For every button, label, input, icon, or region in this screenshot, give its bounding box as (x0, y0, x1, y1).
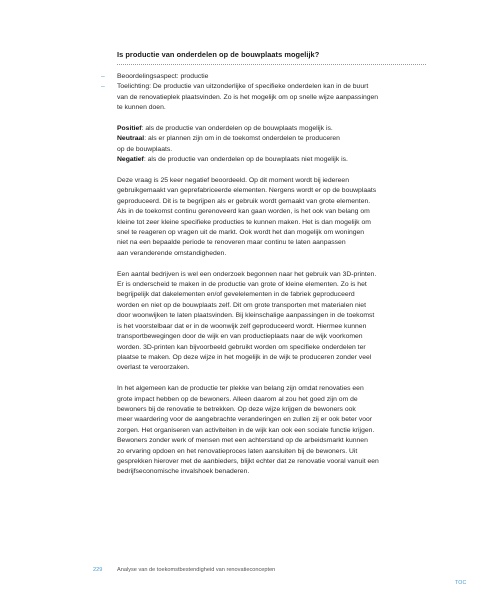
text-line: Deze vraag is 25 keer negatief beoordeeld. Op dit moment wordt bij iedereen (117, 177, 349, 185)
bullet-item (101, 72, 428, 82)
positief-text: : als de productie van onderdelen op de bouwplaats mogelijk is. (141, 125, 333, 133)
text-line: plaatse te maken. Op deze wijze in het mogelijk in de wijk te produceren zonder veel (117, 353, 372, 361)
text-line: is het voorstelbaar dat er in de woonwijk zelf geproduceerd wordt. Hiermee kunnen (117, 322, 367, 330)
dash-bullet-icon: – (101, 83, 105, 91)
body-text (101, 72, 428, 478)
text-line: bedrijfseconomische invalshoek benaderen. (117, 468, 250, 476)
dash-bullet-icon: – (101, 73, 105, 80)
page-number: 229 (93, 567, 103, 573)
running-title: Analyse van de toekomstbestendigheid van renovatieconcepten (117, 567, 276, 573)
negatief-text: : als de productie van onderdelen op de bouwplaats niet mogelijk is. (143, 156, 348, 164)
text-line: worden. 3D-printen kan bijvoorbeeld gebruikt worden om specifieke onderdelen ter (117, 343, 366, 351)
text-line: worden en niet op de bouwplaats zelf. Dit om grote transporten met materialen niet (117, 301, 366, 309)
paragraph-2 (117, 270, 428, 374)
paragraph-3 (117, 384, 428, 478)
dotted-divider (117, 64, 426, 65)
text-line: meer waardering voor de aangebrachte veranderingen en zullen zij er ook beter voor (117, 416, 373, 424)
bullet-item (101, 82, 428, 92)
bullet-continuation: te kunnen doen. (117, 104, 166, 112)
scale-neutraal (117, 134, 428, 144)
text-line: zorgen. Het organiseren van activiteiten in de wijk kan ook een sociale functie krijgen. (117, 426, 375, 434)
text-line: niet na een bepaalde periode te renoveren maar continu te laten aanpassen (117, 239, 346, 247)
toc-link[interactable]: TOC (455, 580, 467, 586)
text-line: gebruikgemaakt van geprefabriceerde elementen. Nergens wordt er op de bouwplaats (117, 187, 377, 195)
text-line: Er is onderscheid te maken in de productie van grote of kleine elementen. Zo is het (117, 281, 367, 289)
bullet-text: Beoordelingsaspect: productie (117, 73, 209, 80)
scale-negatief (117, 155, 428, 165)
text-line: geproduceerd. Dit is te begrijpen als er gebruik wordt gemaakt van grote elementen. (117, 197, 371, 205)
bullet-continuation: van de renovatieplek plaatsvinden. Zo is het mogelijk om op snelle wijze aanpassingen (117, 93, 379, 101)
text-line: Een aantal bedrijven is wel een onderzoek begonnen naar het gebruik van 3D-printen. (117, 270, 377, 278)
scale-positief (117, 124, 428, 134)
text-line: bewoners bij de renovatie te betrekken. Op deze wijze krijgen de bewoners ook (117, 405, 356, 413)
text-line: grote impact hebben op de bewoners. Alleen daarom al zou het goed zijn om de (117, 395, 358, 403)
text-line: In het algemeen kan de productie ter plekke van belang zijn omdat renovaties een (117, 385, 364, 393)
text-line: door woonwijken te laten plaatsvinden. Bij kleinschalige aanpassingen in de toekomst (117, 312, 375, 320)
scale-neutraal-continuation: op de bouwplaats. (117, 145, 173, 153)
text-line: Als in de toekomst continu gerenoveerd kan gaan worden, is het ook van belang om (117, 208, 370, 216)
neutraal-text: : als er plannen zijn om in de toekomst onderdelen te produceren (144, 135, 340, 143)
text-line: zo ervaring opdoen en het renovatieproces laten aansluiten bij de bewoners. Uit (117, 447, 358, 455)
text-line: overlast te veroorzaken. (117, 364, 190, 372)
section-heading: Is productie van onderdelen op de bouwplaats mogelijk? (117, 50, 320, 59)
negatief-label: Negatief (117, 156, 144, 164)
text-line: transportbewegingen door de wijk en van productieplaats naar de wijk voorkomen (117, 333, 363, 341)
text-line: gesprekken hierover met de aanbieders, blijkt echter dat ze renovatie vooral vanuit een (117, 457, 379, 465)
text-line: kleine tot zeer kleine specifieke producties te kunnen maken. Het is dan mogelijk om (117, 218, 371, 226)
text-line: begrijpelijk dat dakelementen en/of gevelelementen in de fabriek geproduceerd (117, 291, 355, 299)
bullet-text: Toelichting: De productie van uitzonderlijke of specifieke onderdelen kan in de buurt (117, 83, 369, 91)
neutraal-label: Neutraal (117, 135, 145, 143)
positief-label: Positief (117, 125, 142, 133)
paragraph-1 (117, 176, 428, 259)
text-line: aan veranderende omstandigheden. (117, 249, 227, 257)
text-line: snel te reageren op vragen uit de markt. Ook wordt het dan mogelijk om woningen (117, 229, 365, 237)
text-line: Bewoners zonder werk of mensen met een achterstand op de arbeidsmarkt kunnen (117, 437, 368, 445)
